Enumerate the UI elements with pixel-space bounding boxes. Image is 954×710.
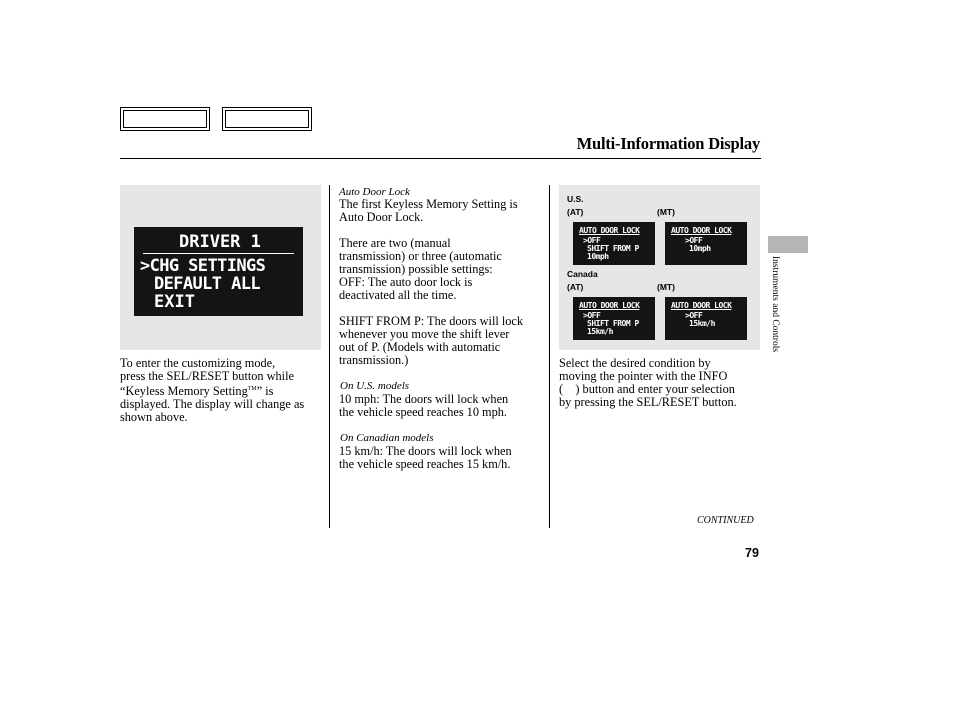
screen-option-shift: SHIFT FROM P bbox=[587, 319, 639, 328]
mt-label: (MT) bbox=[657, 207, 675, 217]
display-illustration-panel bbox=[120, 185, 321, 350]
header-divider bbox=[120, 158, 761, 159]
nav-button-index[interactable] bbox=[222, 107, 312, 131]
screen-option-off: >OFF bbox=[685, 236, 703, 245]
col2-line: the vehicle speed reaches 15 km/h. bbox=[339, 457, 511, 471]
col2-line: transmission) or three (automatic bbox=[339, 249, 502, 263]
col1-text: “Keyless Memory Setting bbox=[120, 384, 248, 399]
col2-line: transmission.) bbox=[339, 353, 409, 367]
screen-header: AUTO DOOR LOCK bbox=[671, 226, 732, 235]
col1-text: ” is bbox=[256, 384, 274, 399]
display-line-driver: DRIVER 1 bbox=[179, 232, 261, 252]
column-divider-1 bbox=[329, 185, 330, 528]
col1-line: To enter the customizing mode, bbox=[120, 356, 276, 370]
col3-line: by pressing the SEL/RESET button. bbox=[559, 395, 737, 409]
door-lock-screens-panel bbox=[559, 185, 760, 350]
col3-line: moving the pointer with the INFO bbox=[559, 369, 728, 383]
nav-button-frame bbox=[123, 110, 207, 128]
display-line-default-all: DEFAULT ALL bbox=[154, 274, 260, 294]
page-number: 79 bbox=[745, 546, 759, 560]
canadian-models-heading: On Canadian models bbox=[340, 432, 434, 444]
col1-line: displayed. The display will change as bbox=[120, 397, 305, 412]
col2-line: 15 km/h: The doors will lock when bbox=[339, 444, 512, 458]
col2-line: deactivated all the time. bbox=[339, 288, 457, 302]
auto-door-lock-heading: Auto Door Lock bbox=[339, 186, 410, 198]
trademark-mark: TM bbox=[247, 386, 257, 392]
col3-paragraph bbox=[559, 357, 764, 409]
col2-line: SHIFT FROM P: The doors will lock bbox=[339, 314, 524, 328]
col2-line: transmission) possible settings: bbox=[339, 262, 493, 276]
nav-button-frame bbox=[225, 110, 309, 128]
col1-line bbox=[120, 383, 325, 398]
col3-line: Select the desired condition by bbox=[559, 356, 711, 370]
col1-line: press the SEL/RESET button while bbox=[120, 369, 294, 383]
screen-header: AUTO DOOR LOCK bbox=[579, 301, 640, 310]
screen-option-speed: 10mph bbox=[689, 244, 711, 253]
screen-us-at bbox=[573, 222, 655, 265]
at-label: (AT) bbox=[567, 207, 584, 217]
screen-option-speed: 15km/h bbox=[689, 319, 715, 328]
screen-us-mt bbox=[665, 222, 747, 265]
col1-line: shown above. bbox=[120, 410, 188, 425]
screen-canada-mt bbox=[665, 297, 747, 340]
section-tab-marker bbox=[768, 236, 808, 253]
col2-line: Auto Door Lock. bbox=[339, 210, 424, 224]
col3-line: ( ) button and enter your selection bbox=[559, 382, 735, 396]
screen-header: AUTO DOOR LOCK bbox=[579, 226, 640, 235]
col2-line: the vehicle speed reaches 10 mph. bbox=[339, 405, 507, 419]
display-line-chg-settings: >CHG SETTINGS bbox=[140, 256, 266, 276]
col2-line: whenever you move the shift lever bbox=[339, 327, 510, 341]
column-divider-2 bbox=[549, 185, 550, 528]
col2-line: There are two (manual bbox=[339, 236, 451, 250]
display-underline bbox=[143, 253, 294, 254]
screen-option-off: >OFF bbox=[685, 311, 703, 320]
col1-paragraph bbox=[120, 357, 325, 424]
continued-label: CONTINUED bbox=[697, 515, 754, 526]
display-line-exit: EXIT bbox=[154, 292, 195, 312]
col2-line: 10 mph: The doors will lock when bbox=[339, 392, 509, 406]
nav-button-contents[interactable] bbox=[120, 107, 210, 131]
screen-canada-at bbox=[573, 297, 655, 340]
at-label: (AT) bbox=[567, 282, 584, 292]
screen-option-speed: 15km/h bbox=[587, 327, 613, 336]
info-display-screen bbox=[134, 227, 303, 316]
col2-line: out of P. (Models with automatic bbox=[339, 340, 501, 354]
col2-line: OFF: The auto door lock is bbox=[339, 275, 473, 289]
screen-header: AUTO DOOR LOCK bbox=[671, 301, 732, 310]
col2-line: The first Keyless Memory Setting is bbox=[339, 197, 518, 211]
screen-option-off: >OFF bbox=[583, 236, 601, 245]
us-label: U.S. bbox=[567, 194, 584, 204]
mt-label: (MT) bbox=[657, 282, 675, 292]
col2-content bbox=[339, 186, 544, 471]
section-side-label: Instruments and Controls bbox=[770, 256, 780, 353]
us-models-heading: On U.S. models bbox=[340, 380, 410, 392]
screen-option-shift: SHIFT FROM P bbox=[587, 244, 639, 253]
canada-label: Canada bbox=[567, 269, 598, 279]
screen-option-speed: 10mph bbox=[587, 252, 609, 261]
screen-option-off: >OFF bbox=[583, 311, 601, 320]
page-title: Multi-Information Display bbox=[576, 134, 760, 153]
